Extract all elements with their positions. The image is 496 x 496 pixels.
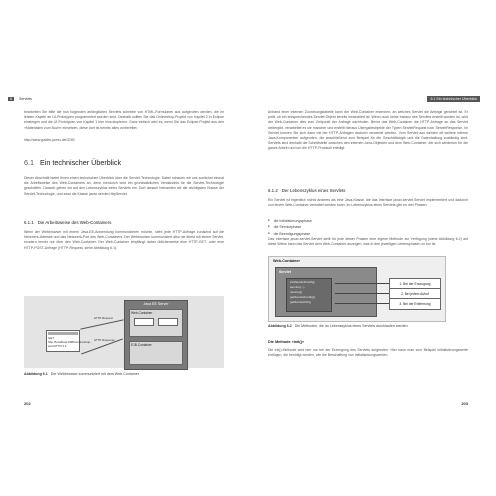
step-3: 3. Bei der Entfernung (389, 298, 441, 310)
browser-window (46, 330, 92, 352)
servlet-box-1 (134, 318, 154, 326)
method-item: destroy() (290, 290, 303, 294)
caption-label: Abbildung 6.2 (268, 324, 292, 328)
connector-1 (335, 283, 389, 284)
subsection-number: 6.1.2 (268, 188, 278, 193)
method-item: service(...) (290, 285, 305, 289)
subsection-paragraph: Ein Servlet ist eigentlich nichts anderes als eine Java-Klasse, die das Interface javax.servlet.Servlet implementiert und dadurch von einem Web-Container verwaltet werden kann. Im Lebenszyklus eines Servlets gibt es drei Phasen: (268, 198, 468, 208)
step-1: 1. Bei der Erzeugung (389, 278, 441, 290)
link-text[interactable]: http://www.galileo-press.de/3260 (24, 138, 75, 142)
page-number: 203 (461, 401, 468, 406)
chapter-title: Servlets (19, 97, 32, 101)
section-title: Ein technischer Überblick (40, 158, 122, 167)
page-number: 202 (24, 401, 31, 406)
section-heading (24, 158, 121, 167)
subsection-heading (24, 220, 111, 225)
figure-title: Web-Container (273, 259, 300, 263)
method-heading: Die Methode »init()« (268, 340, 305, 344)
list-item: ■ die Beendigungsphase (268, 231, 312, 237)
figure-lifecycle (268, 256, 446, 322)
ejb-container-box (129, 341, 183, 365)
running-head (427, 96, 480, 102)
section-paragraph: Dieser Abschnitt bietet Ihnen einen technischen Überblick über die Servlet-Technologie. Dabei schauen wir uns zunächst einmal die Arbeitsweise des Web-Containers an, denn hierdurch wird ein grundsätzliches Verständnis für die Servlet-Technologie geschaffen. Danach gehen wir auf den Lebenszyklus eines Servlets ein. Dort danach betrachten wir die wichtigsten Klasse der Servlet-Technologie, und zwar die Klasse javax.servlet.HttpServlet. (24, 176, 224, 196)
running-head (8, 96, 32, 102)
phase-list (268, 218, 312, 237)
response-label: HTTP-Response (94, 338, 115, 342)
web-container-box (129, 309, 183, 337)
client-request-text: GET http://localhost:8080/onlineshop-war/HTTP/1.1 (48, 336, 92, 348)
method-item: getServletInfo() (290, 300, 312, 304)
caption-text: Die Methoden, die im Lebenszyklus eines Servlets durchlaufen werden (294, 324, 408, 328)
list-item: ■ die Servicephase (268, 224, 312, 230)
chapter-number: 6 (10, 97, 12, 101)
after-list-paragraph: Das Interface javax.servlet.Servlet stellt für jede dieser Phasen eine eigene Methode zur Verfügung (siehe Abbildung 6.2) auf diese Weise kann das Servlet dem Web-Container anzeigen, was in den jeweiligen Lebensphasen zu tun ist. (268, 237, 468, 247)
section-title: Ein technischer Überblick (436, 97, 477, 101)
right-page (256, 96, 480, 406)
subsection-paragraph: Wenn der Webbrowser mit einem Java-EE-Anwendung kommunizieren möchte, sieht jede HTTP-Anfrage zunächst auf die Netzwerk-Adresse und das Netzwerk-Port des Web-Containers. Der Webbrowser kommuniziert also nie direkt mit einem Servlet, sondern immer nur über den Web-Container. Der Web-Container empfängt daher üblicherweise eine HTTP-GET- oder eine HTTP-POST-Anfrage (HTTP-Request, siehe Abbildung 6.1). (24, 230, 224, 250)
intro-paragraph: bearbeiten Sie bitte die nun folgenden anfänglichen Servlets schreibe von HTML-Formularen aus aufgerufen werden, die im letzten Kapitel an UI-Prototypen programmiert worden sind. Deshalb sollten Sie das Onlineshop-Projekt von Kapitel 2 in Eclipse einsteigen und die UI-Prototypen von Kapitel 1 hier hinzukopieren. Ganz einfach wird es, wenn Sie das Eclipse-Projekt aus den »Materialien zum Buch« einsetzen, diese dort ist bereits alles vorbereitet: (24, 110, 224, 130)
figure-caption (268, 324, 408, 328)
servlet-label: Servlet (279, 270, 291, 274)
connector-3 (335, 303, 389, 304)
caption-text: Der Webbrowser kommuniziert mit dem Web-Container (50, 372, 139, 376)
subsection-title: Die Arbeitsweise des Web-Containers (37, 220, 112, 225)
caption-label: Abbildung 6.1 (24, 372, 48, 376)
left-page (8, 96, 232, 406)
browser-toolbar (48, 332, 78, 335)
servlet-box (275, 267, 377, 317)
request-arrow (80, 319, 123, 329)
figure-web-container (24, 296, 224, 368)
java-ee-server (124, 300, 188, 370)
list-item: ■ die Initialisierungsphase (268, 218, 312, 224)
connector-2 (335, 293, 389, 294)
subsection-title: Der Lebenszyklus eines Servlets (281, 188, 346, 193)
method-item: getServletConfig() (290, 295, 315, 299)
subsection-number: 6.1.1 (24, 220, 34, 225)
section-number: 6.1 (430, 97, 436, 101)
section-number: 6.1 (24, 158, 34, 167)
method-item: init(ServletConfig) (290, 280, 315, 284)
method-paragraph: Die init()-Methode wird hier nur bei der Erzeugung des Servlets aufgerufen. Hier kann man zum Beispiel Initialisierungswerte einfügen, die benötigt werden, wie die Beschaffung von Initialisierungswerten. (268, 348, 468, 358)
figure-caption (24, 372, 139, 376)
methods-list (286, 278, 332, 312)
web-container-label: Web-Container (131, 311, 153, 315)
servlet-box-2 (158, 318, 178, 326)
step-2: 2. Bei jedem Aufruf (389, 288, 441, 300)
intro-paragraph: Anhand einer internen Zuordnungstabelle kann der Web-Container erkennen, an welches Servlet die Anfrage gerichtet ist. Er prüft, ob ein entsprechendes Servlet-Objekt bereits instanziiert ist. Wenn noch keine Instanz des Servlets erstellt worden ist, wird der Web-Container dies zum Zeitpunkt der Anfrage nachholen. Bevor das Web-Container die HTTP-Anfrage an das Servlet weitergibt, verarbeitet es sie mancher und erstellt hieraus Übergabeobjekte der Typen ServletRequest bzw. ServletResponse. Im Servlet können Sie sich dann mit der HTTP-Anfragen dadurch verwertet werden. Vom Servlet aus werden oft weitere interne Java-Komponenten aufgerufen, die anschließend zum Beispiel für die Geschäftslogik und die Datenhaltung zuständig sind. Servlets sind deshalb die Schnittstelle zwischen den internen Java-Objekten und dem Web-Container, der sich wiederum für die ganze Arbeit rund um die HTTP-Protokoll erledigt. (268, 110, 468, 151)
ejb-container-label: EJB-Container (131, 343, 152, 347)
request-label: HTTP-Request (94, 316, 113, 320)
subsection-heading (268, 188, 345, 193)
server-title: Java EE Server (143, 302, 169, 306)
